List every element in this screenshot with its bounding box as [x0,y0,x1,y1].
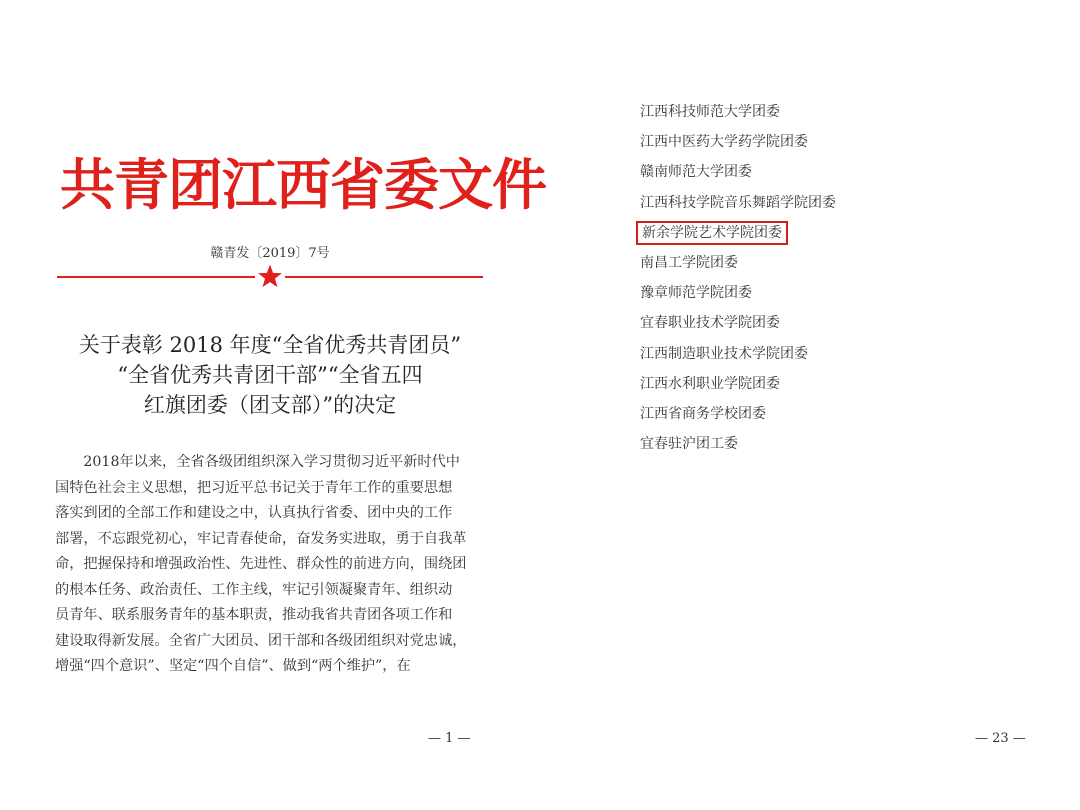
unit-name: 宜春驻沪团工委 [640,436,738,453]
unit-name: 宜春职业技术学院团委 [640,315,780,332]
body-line: 落实到团的全部工作和建设之中，认真执行省委、团中央的工作 [55,505,453,521]
header-rule-right [285,276,483,278]
unit-item [640,248,836,278]
unit-item [640,308,836,338]
body-line: 增强“四个意识”、坚定“四个自信”、做到“两个维护”，在 [55,658,411,674]
red-star-icon [257,263,283,289]
page-number-left: — 1 — [428,731,471,746]
unit-name: 豫章师范学院团委 [640,285,752,302]
unit-name: 新余学院艺术学院团委 [642,224,782,241]
document-header: 共青团江西省委文件 [60,152,547,217]
unit-name: 南昌工学院团委 [640,254,738,271]
right-page [540,0,1080,810]
unit-name: 江西水利职业学院团委 [640,375,780,392]
decision-title-line: “全省优秀共青团干部”“全省五四 [117,363,423,387]
body-line: 的根本任务、政治责任、工作主线，牢记引领凝聚青年、组织动 [55,581,453,598]
unit-name: 江西中医药大学药学院团委 [640,134,808,151]
unit-item [640,429,836,459]
decision-title [50,330,490,420]
unit-item [640,157,836,187]
unit-item [640,188,836,218]
body-line: 员青年、联系服务青年的基本职责，推动我省共青团各项工作和 [55,607,453,623]
body-line: 部署，不忘跟党初心，牢记青春使命，奋发务实进取，勇于自我革 [55,530,467,547]
unit-item [640,127,836,157]
body-line: 建设取得新发展。全省广大团员、团干部和各级团组织对党忠诚， [55,632,467,649]
body-line: 命，把握保持和增强政治性、先进性、群众性的前进方向，围绕团 [55,556,467,572]
decision-title-line: 关于表彰 2018 年度“全省优秀共青团员” [78,333,462,357]
body-line: 2018年以来，全省各级团组织深入学习贯彻习近平新时代中 [55,454,460,470]
unit-item [640,97,836,127]
unit-name: 江西科技学院音乐舞蹈学院团委 [640,194,836,211]
document-number: 赣青发〔2019〕7号 [210,246,330,261]
unit-item [640,278,836,308]
honored-unit-list [640,97,836,459]
page-number-right: — 23 — [975,731,1026,746]
unit-item [640,339,836,369]
unit-item-highlighted [640,218,836,248]
unit-name: 江西制造职业技术学院团委 [640,345,808,362]
body-line: 国特色社会主义思想，把习近平总书记关于青年工作的重要思想 [55,479,453,496]
decision-title-line: 红旗团委（团支部）”的决定 [143,393,397,417]
unit-name: 江西科技师范大学团委 [640,104,780,120]
unit-name: 江西省商务学校团委 [640,405,766,422]
unit-item [640,399,836,429]
header-rule-left [57,276,255,278]
unit-item [640,369,836,399]
unit-name: 赣南师范大学团委 [640,164,752,181]
body-text [55,450,485,680]
